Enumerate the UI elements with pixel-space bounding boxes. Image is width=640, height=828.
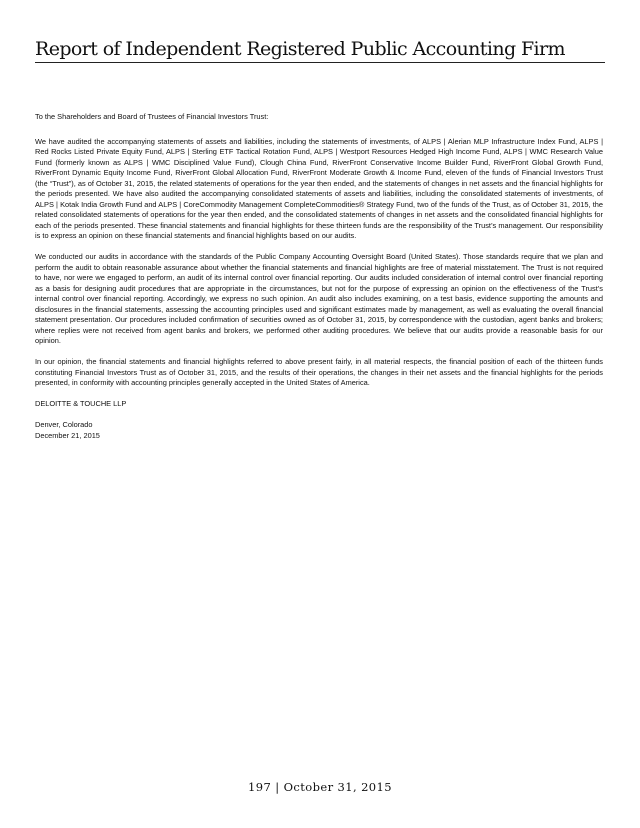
signature-block	[35, 420, 603, 441]
signature-location: Denver, Colorado	[35, 420, 93, 429]
footer-separator: |	[275, 780, 280, 794]
paragraph-scope: We have audited the accompanying statements of assets and liabilities, including the statements of investments, of ALPS | Alerian MLP Infrastructure Index Fund, ALPS | Red Rocks Listed Private Equity Fund, ALPS | Sterling ETF Tactical Rotation Fund, ALPS | Westport Resources Hedged High Income Fund, ALPS | WMC Research Value Fund (formerly known as ALPS | WMC Disciplined Value Fund), Clough China Fund, RiverFront Conservative Income Builder Fund, RiverFront Global Growth Fund, RiverFront Dynamic Equity Income Fund, RiverFront Global Allocation Fund, RiverFront Moderate Growth & Income Fund, eleven of the funds of Financial Investors Trust (the “Trust”), as of October 31, 2015, the related statements of operations for the year then ended, and the statements of changes in net assets and the financial highlights for the periods presented. We have also audited the accompanying consolidated statements of assets and liabilities, including the consolidated statements of investments, of ALPS | Kotak India Growth Fund and ALPS | CoreCommodity Management CompleteCommodities® Strategy Fund, two of the funds of the Trust, as of October 31, 2015, the related consolidated statements of operations for the year then ended, and the consolidated statements of changes in net assets and the consolidated financial highlights for each of the periods presented. These financial statements and financial highlights for these thirteen funds are the responsibility of the Trust’s management. Our responsibility is to express an opinion on these financial statements and financial highlights based on our audits.	[35, 136, 603, 240]
page-title: Report of Independent Registered Public Accounting Firm	[35, 38, 565, 60]
page-number: 197	[248, 780, 272, 794]
page-footer	[0, 780, 640, 794]
paragraph-opinion: In our opinion, the financial statements and financial highlights referred to above present fairly, in all material respects, the financial position of each of the thirteen funds constituting Financial Investors Trust as of October 31, 2015, and the results of their operations, the changes in their net assets and the financial highlights for the periods presented, in conformity with accounting principles generally accepted in the United States of America.	[35, 357, 603, 387]
report-period: October 31, 2015	[283, 780, 392, 794]
signature-date: December 21, 2015	[35, 430, 100, 440]
title-divider	[35, 62, 605, 63]
salutation: To the Shareholders and Board of Trustees of Financial Investors Trust:	[35, 112, 269, 121]
auditor-signature: DELOITTE & TOUCHE LLP	[35, 399, 127, 408]
paragraph-standards: We conducted our audits in accordance with the standards of the Public Company Accounting Oversight Board (United States). Those standards require that we plan and perform the audit to obtain reasonable assurance about whether the financial statements and financial highlights are free of material misstatement. The Trust is not required to have, nor were we engaged to perform, an audit of its internal control over financial reporting. Our audits included consideration of internal control over financial reporting as a basis for designing audit procedures that are appropriate in the circumstances, but not for the purpose of expressing an opinion on the effectiveness of the Trust’s internal control over financial reporting. Accordingly, we express no such opinion. An audit also includes examining, on a test basis, evidence supporting the amounts and disclosures in the financial statements, assessing the accounting principles used and significant estimates made by management, as well as evaluating the overall financial statement presentation. Our procedures included confirmation of securities owned as of October 31, 2015, by correspondence with the custodian, agent banks and brokers; where replies were not received from agent banks and brokers, we performed other auditing procedures. We believe that our audits provide a reasonable basis for our opinion.	[35, 252, 603, 345]
report-body	[35, 112, 603, 441]
